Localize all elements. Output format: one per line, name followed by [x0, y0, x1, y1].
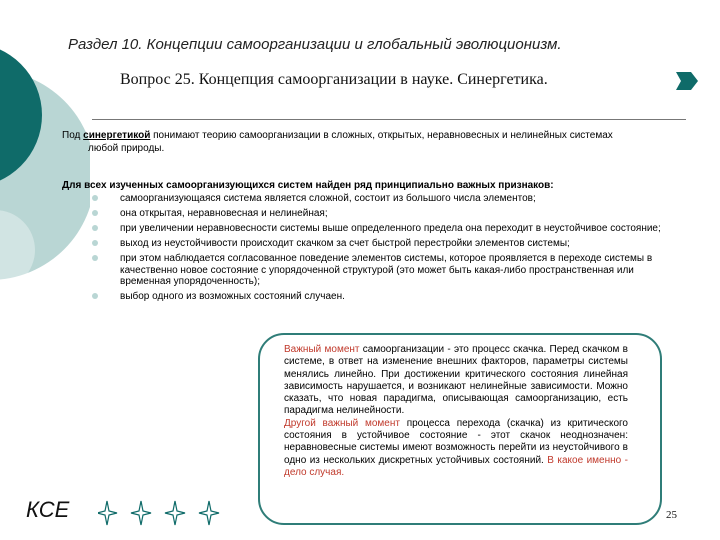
features-intro: Для всех изученных самоорганизующихся систем найден ряд принципиально важных признаков:	[62, 180, 554, 191]
callout-p2-highlight: Другой важный момент	[284, 417, 400, 429]
definition-term: синергетикой	[83, 130, 151, 141]
bullet-icon	[92, 195, 98, 201]
nav-arrow-icon[interactable]	[674, 72, 698, 90]
definition-text-line2: любой природы.	[88, 143, 165, 154]
list-item: выбор одного из возможных состояний случаен.	[92, 291, 664, 303]
callout-text	[284, 344, 628, 479]
list-item: она открытая, неравновесная и нелинейная;	[92, 208, 664, 220]
star-icon	[199, 501, 219, 525]
definition-text-line1: понимают теорию самоорганизации в сложных, открытых, неравновесных и нелинейных системах	[150, 130, 613, 141]
star-icon	[165, 501, 185, 525]
section-title: Раздел 10. Концепции самоорганизации и глобальный эволюционизм.	[68, 36, 562, 53]
brand-logo-text: КСЕ	[26, 497, 70, 522]
header-divider	[92, 119, 686, 120]
list-item: самоорганизующаяся система является сложной, состоит из большого числа элементов;	[92, 193, 664, 205]
definition-prefix: Под	[62, 130, 84, 141]
bullet-icon	[92, 210, 98, 216]
synergetics-definition	[62, 129, 692, 155]
star-icons	[98, 500, 234, 526]
callout-p1-highlight: Важный момент	[284, 344, 360, 355]
bullet-icon	[92, 240, 98, 246]
list-item: при этом наблюдается согласованное поведение элементов системы, которое проявляется в переходе системы в качественно новое состояние с упорядоченной структурой (это может быть какая-либо пространственная или временная упорядоченность);	[92, 253, 664, 288]
list-item: при увеличении неравновесности системы выше определенного предела она переходит в неустойчивое состояние;	[92, 223, 664, 235]
question-title: Вопрос 25. Концепция самоорганизации в науке. Синергетика.	[120, 71, 548, 88]
callout-p2-text: процесса перехода (скачка) из критического состояния в устойчивое состояние - этот скачок неоднозначен: неравновесные системы имеют возможность перейти из неустойчивого в одно из нескольких дискретных устойчивых состояний.	[284, 417, 628, 466]
list-item: выход из неустойчивости происходит скачком за счет быстрой перестройки элементов системы;	[92, 238, 664, 250]
bullet-icon	[92, 225, 98, 231]
bullet-icon	[92, 293, 98, 299]
page-number: 25	[666, 509, 677, 521]
star-icon	[131, 501, 151, 525]
callout-p2-end-highlight: В какое именно - дело случая.	[284, 454, 629, 478]
bullet-icon	[92, 255, 98, 261]
star-icon	[98, 501, 117, 525]
features-list	[92, 193, 664, 306]
callout-p1-text: самоорганизации - это процесс скачка. Перед скачком в системе, в ответ на изменение внешних факторов, параметры системы менялись линейно. При достижении критического состояния линейная зависимость нарушается, и возникают нелинейные зависимости. Можно сказать, что новая парадигма, описывающая самоорганизацию, есть парадигма нелинейности.	[284, 344, 628, 417]
